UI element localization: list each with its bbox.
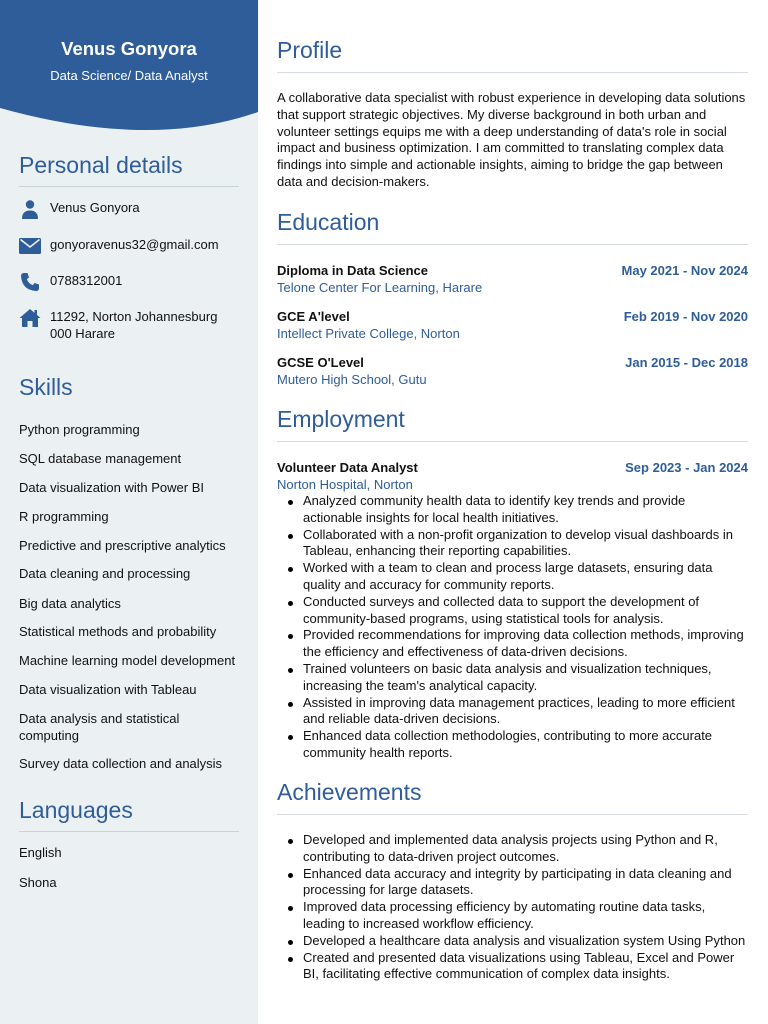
language-item: English [19,845,62,860]
list-item: Trained volunteers on basic data analysis and visualization techniques, increasing the team's analytical capacity. [277,661,748,695]
education-place: Telone Center For Learning, Harare [277,280,483,295]
employment-date: Sep 2023 - Jan 2024 [625,460,748,475]
header-banner [0,0,258,134]
person-icon [19,199,41,219]
list-item: Collaborated with a non-profit organization to develop visual dashboards in Tableau, enhancing their reporting capabilities. [277,527,748,561]
list-item: Created and presented data visualizations using Tableau, Excel and Power BI, facilitating effective communication of complex data insights. [277,950,748,984]
phone-icon [19,272,41,292]
list-item: Provided recommendations for improving data collection methods, improving the efficiency and effectiveness of data-driven decisions. [277,627,748,661]
list-item: Developed and implemented data analysis projects using Python and R, contributing to data-driven project outcomes. [277,832,748,866]
skill-item: Data analysis and statistical computing [19,711,180,743]
skill-item: R programming [19,509,109,524]
list-item: Analyzed community health data to identify key trends and provide actionable insights for local health initiatives. [277,493,748,527]
skill-item: Survey data collection and analysis [19,756,223,771]
list-item: Developed a healthcare data analysis and visualization system Using Python [277,933,748,950]
detail-phone-row [19,272,122,292]
skill-item: Machine learning model development [19,653,236,668]
education-heading: Education [277,209,748,245]
list-item: Enhanced data accuracy and integrity by participating in data cleaning and processing for large datasets. [277,866,748,900]
education-date: May 2021 - Nov 2024 [621,263,748,278]
detail-phone-text[interactable]: 0788312001 [50,273,123,288]
detail-name-text: Venus Gonyora [50,200,140,215]
sidebar [0,0,258,1024]
detail-email-text[interactable]: gonyoravenus32@gmail.com [50,237,219,252]
education-entry [277,262,748,296]
employment-bullets [277,493,748,762]
achievements-heading: Achievements [277,779,748,815]
education-date: Feb 2019 - Nov 2020 [623,309,748,324]
detail-address-text: 11292, Norton Johannesburg 000 Harare [50,309,218,341]
personal-details-list [19,198,239,348]
personal-details-heading: Personal details [19,152,239,187]
languages-heading: Languages [19,797,239,832]
envelope-icon [19,236,41,256]
skill-item: Big data analytics [19,596,121,611]
education-title: Diploma in Data Science [277,263,428,278]
employment-title: Volunteer Data Analyst [277,460,418,475]
skill-item: Data visualization with Tableau [19,682,197,697]
skill-item: SQL database management [19,451,182,466]
employment-place: Norton Hospital, Norton [277,477,413,492]
education-place: Mutero High School, Gutu [277,372,427,387]
employment-entry [277,459,748,762]
list-item: Improved data processing efficiency by automating routine data tasks, leading to increased workflow efficiency. [277,899,748,933]
education-title: GCE A'level [277,309,350,324]
achievements-bullets [277,832,748,983]
education-place: Intellect Private College, Norton [277,326,460,341]
languages-section [19,797,239,832]
profile-heading: Profile [277,37,748,73]
languages-list [19,844,239,904]
education-entry [277,354,748,388]
skill-item: Data cleaning and processing [19,566,191,581]
achievements-entry [277,832,748,983]
resume-job-title: Data Science/ Data Analyst [50,68,208,83]
detail-address-row [19,308,229,342]
header-banner-shape [0,0,258,134]
skills-heading: Skills [19,374,73,400]
detail-name-row [19,199,140,219]
skill-item: Data visualization with Power BI [19,480,204,495]
detail-email-row [19,236,219,256]
skill-item: Statistical methods and probability [19,624,217,639]
skills-section [19,374,239,408]
list-item: Worked with a team to clean and process large datasets, ensuring data quality and accuracy for community reports. [277,560,748,594]
personal-details-section [19,152,239,187]
house-icon [19,308,41,328]
skill-item: Python programming [19,422,140,437]
employment-heading: Employment [277,406,748,442]
skill-item: Predictive and prescriptive analytics [19,538,226,553]
list-item: Enhanced data collection methodologies, contributing to more accurate community health reports. [277,728,748,762]
education-date: Jan 2015 - Dec 2018 [625,355,748,370]
education-entry [277,308,748,342]
skills-list [19,420,239,780]
list-item: Conducted surveys and collected data to support the development of community-based programs, using statistical tools for analysis. [277,594,748,628]
language-item: Shona [19,875,57,890]
profile-text: A collaborative data specialist with robust experience in developing data solutions that support strategic objectives. My diverse background in both urban and volunteer settings equips me with a deep understanding of data's role in social impact and business optimization. I am committed to translating complex data findings into simple and actionable insights, aiming to bridge the gap between data and decision-makers. [277,90,746,189]
resume-name: Venus Gonyora [61,38,197,59]
list-item: Assisted in improving data management practices, leading to more efficient and reliable data-driven decisions. [277,695,748,729]
education-title: GCSE O'Level [277,355,364,370]
